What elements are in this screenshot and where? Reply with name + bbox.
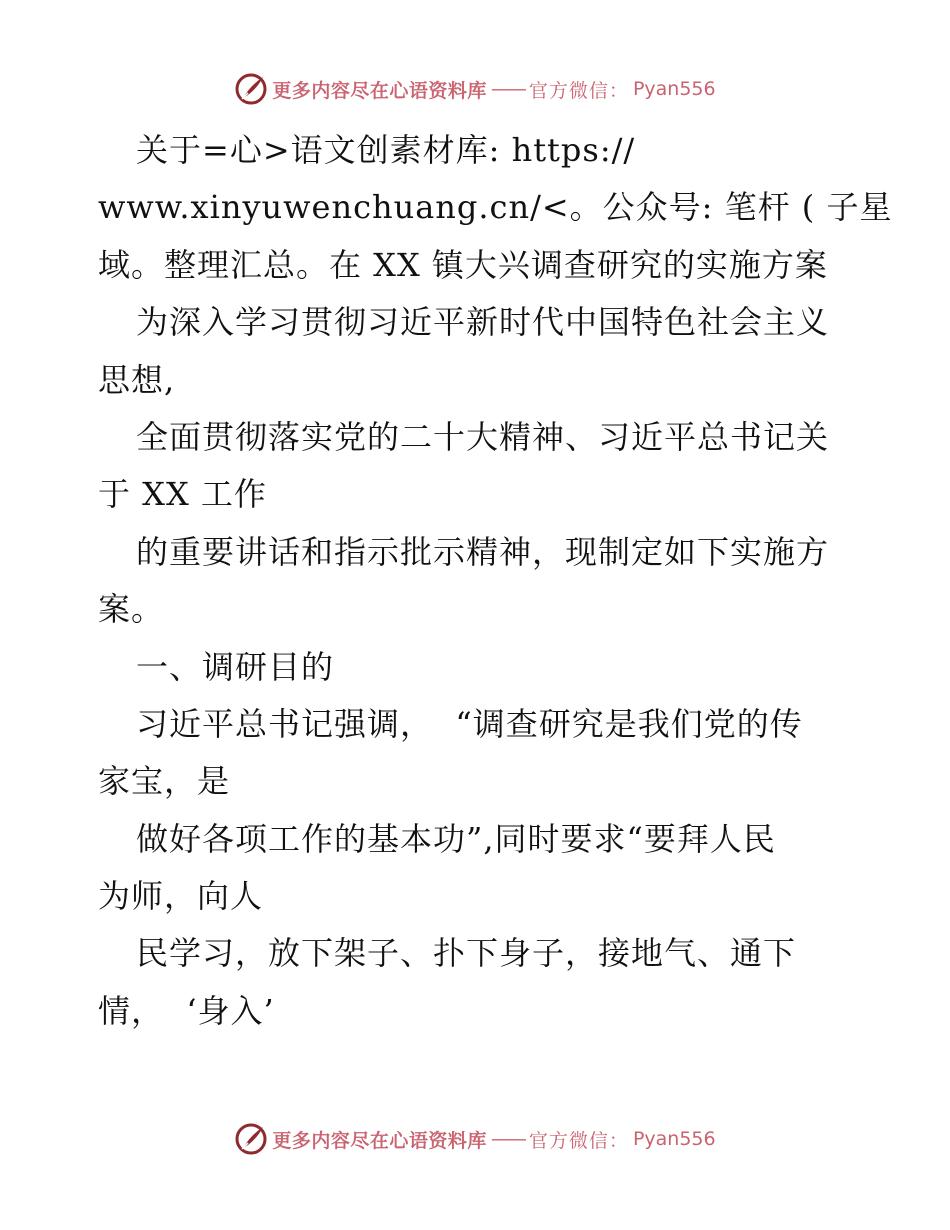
text-line: 为师，向人 <box>98 877 264 916</box>
section-heading: 一、调研目的 <box>136 647 335 686</box>
text-line: 于 XX 工作 <box>98 475 267 514</box>
text-line: 的重要讲话和指示批示精神，现制定如下实施方 <box>136 532 830 571</box>
text-line: 做好各项工作的基本功”,同时要求“要拜人民 <box>136 819 776 858</box>
text-line: 全面贯彻落实党的二十大精神、习近平总书记关 <box>136 417 830 456</box>
text-line: 家宝，是 <box>98 762 231 801</box>
footer-watermark <box>0 1122 950 1156</box>
text-line: 思想, <box>98 360 176 399</box>
watermark-dash: —— <box>490 78 525 100</box>
text-line: 为深入学习贯彻习近平新时代中国特色社会主义 <box>136 303 830 342</box>
text-line: 案。 <box>98 590 165 629</box>
text-line: 情， ‘身入’ <box>98 991 275 1030</box>
watermark-text: 更多内容尽在心语资料库 <box>272 1129 487 1152</box>
watermark-label: 官方微信： <box>528 1129 629 1152</box>
text-line: 习近平总书记强调， “调查研究是我们党的传 <box>136 704 803 743</box>
document-body <box>98 122 893 1040</box>
text-line: 关于=心>语文创素材库: https:// <box>136 131 636 169</box>
quill-logo-icon <box>234 72 268 106</box>
text-line: 域。整理汇总。在 XX 镇大兴调查研究的实施方案 <box>98 245 828 284</box>
watermark-label: 官方微信： <box>528 79 629 102</box>
quill-logo-icon <box>234 1122 268 1156</box>
text-line: www.xinyuwenchuang.cn/<。公众号: 笔杆 ( 子星 <box>98 188 893 227</box>
watermark-text: 更多内容尽在心语资料库 <box>272 79 487 102</box>
watermark-wechat-id: Pyan556 <box>632 78 716 100</box>
watermark-dash: —— <box>490 1128 525 1150</box>
watermark-wechat-id: Pyan556 <box>632 1128 716 1150</box>
header-watermark <box>0 72 950 106</box>
text-line: 民学习，放下架子、扑下身子，接地气、通下 <box>136 934 797 973</box>
